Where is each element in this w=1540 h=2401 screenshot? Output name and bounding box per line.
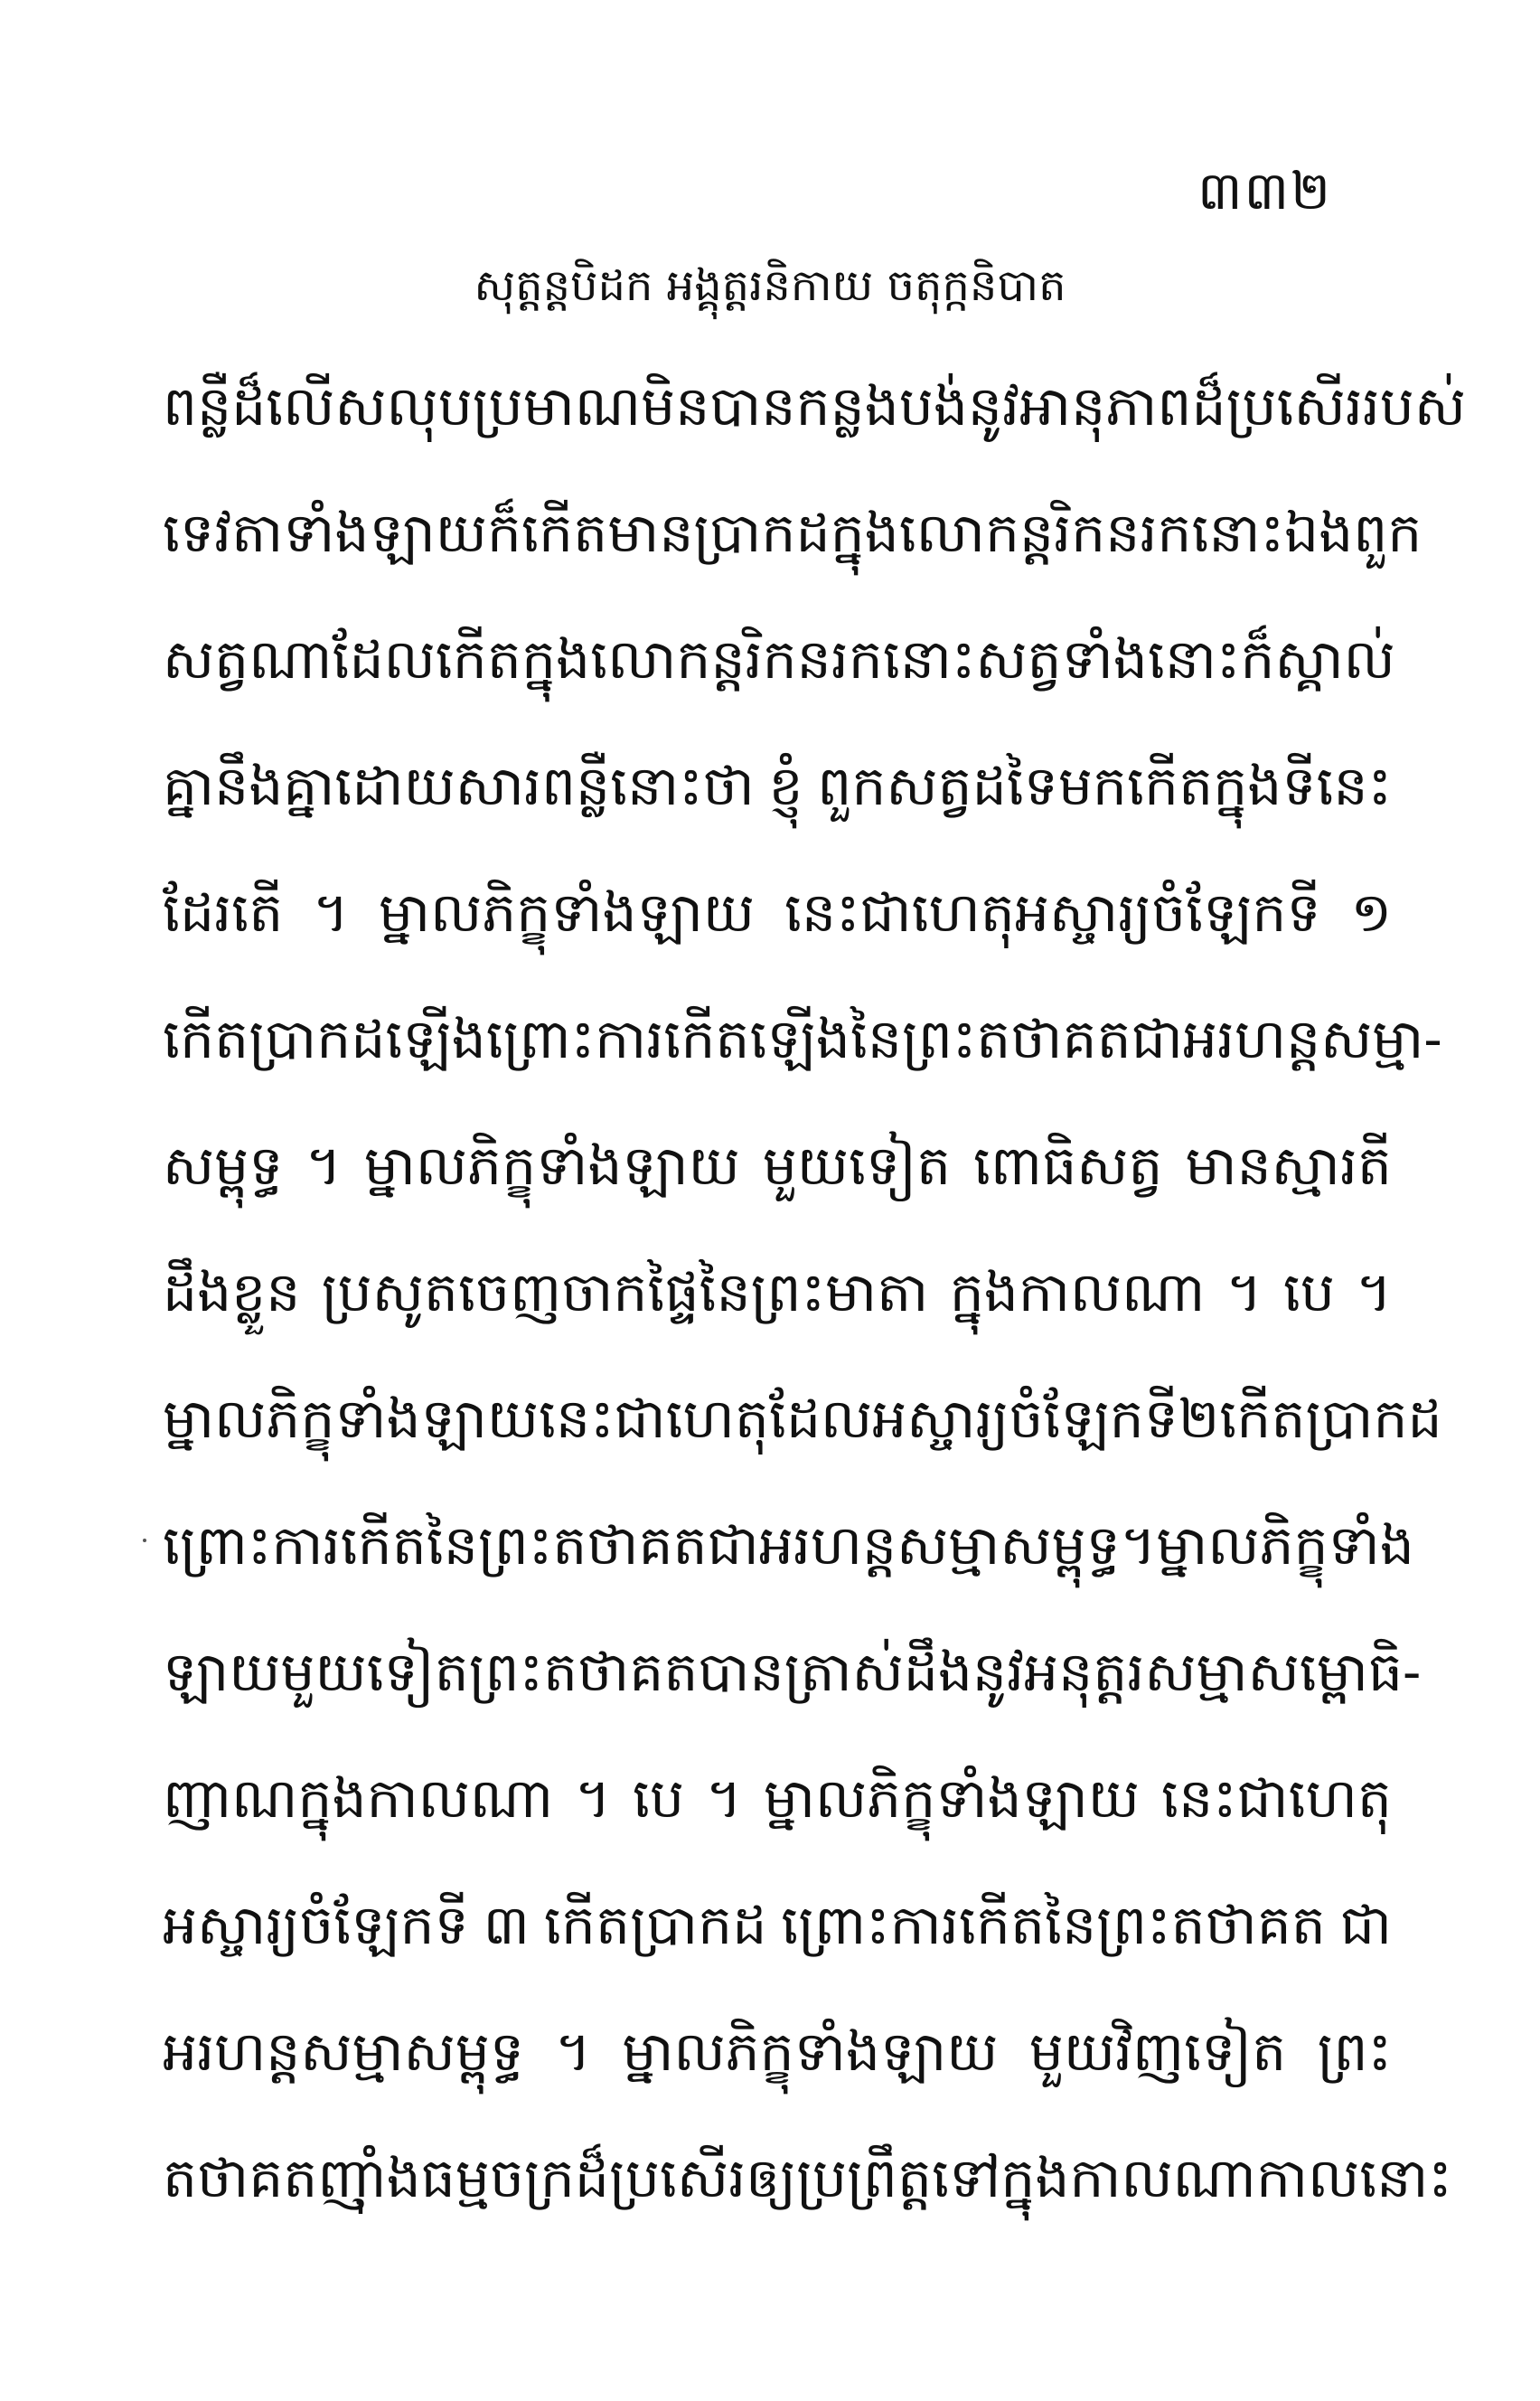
word: មានស្មារតី — [1185, 1135, 1392, 1198]
word: កាលនោះ — [1255, 2147, 1452, 2210]
text-line-8 — [163, 1229, 1392, 1356]
word: អរហន្តសម្មាសម្ពុទ្ធ — [163, 2020, 524, 2084]
text-line-6 — [163, 976, 1442, 1103]
word: ។ — [555, 2020, 591, 2084]
word: សត្វទាំងនោះ — [975, 628, 1241, 692]
word: ជា — [1339, 1894, 1392, 1957]
word: ប្រសូតចេញចាកផ្ទៃនៃព្រះមាតា — [321, 1261, 929, 1324]
text-line-2 — [163, 470, 1423, 597]
word: ពួក — [1353, 502, 1423, 565]
word: ។ — [305, 1135, 342, 1198]
word: កើតប្រាកដ — [543, 1894, 767, 1957]
text-line-7 — [163, 1103, 1392, 1229]
word: ក៏ស្គាល់ — [1240, 628, 1395, 692]
word: ម្នាលភិក្ខុទាំងឡាយ — [163, 1388, 540, 1451]
text-line-9 — [163, 1356, 1442, 1483]
text-line-13 — [163, 1862, 1392, 1989]
word: តថាគត — [163, 2147, 318, 2210]
word: ញាណក្នុងកាលណា — [163, 1767, 554, 1831]
word: ព្រះតថាគត — [468, 1641, 699, 1704]
word: ពន្លឺដ៏លើសលុបប្រមាណមិនបាន — [163, 375, 796, 438]
word: ក៏កើតមានប្រាកដ — [486, 502, 831, 565]
text-line-12 — [163, 1736, 1392, 1862]
word: បេ — [632, 1767, 685, 1831]
word: ដែរតើ — [163, 881, 284, 945]
word: ម្នាលភិក្ខុទាំង — [1156, 1514, 1414, 1577]
text-line-5 — [163, 850, 1392, 976]
word: មួយទៀត — [280, 1641, 469, 1704]
word: ព្រះ — [1317, 2020, 1392, 2084]
text-line-15 — [163, 2115, 1452, 2242]
word: ព្រោះការកើតនៃព្រះតថាគត — [781, 1894, 1326, 1957]
word: សម្ពុទ្ធ — [163, 1135, 284, 1198]
text-line-1 — [163, 344, 1467, 470]
scan-speck — [143, 1539, 146, 1542]
word: ញ៉ាំងធម្មចក្រដ៏ប្រសើរឲ្យប្រព្រឹត្តទៅក្នុងកាលណា — [317, 2147, 1256, 2210]
body-text — [163, 344, 1467, 2242]
word: ជាអរហន្តសម្មាសម្ពុទ្ធ — [707, 1514, 1121, 1577]
word: ។ — [706, 1767, 742, 1831]
word: នេះជាហេតុអស្ចារ្យចំឡែកទី — [784, 881, 1321, 945]
word: នេះជាហេតុដែលអស្ចារ្យចំឡែកទី — [539, 1388, 1178, 1451]
word: ម្នាលភិក្ខុទាំងឡាយ — [363, 1135, 740, 1198]
word: ៣ — [483, 1894, 530, 1957]
word: ១ — [1350, 881, 1392, 945]
word: ម្នាលភិក្ខុទាំងឡាយ — [378, 881, 755, 945]
word: បានត្រាស់ដឹងនូវអនុត្តរសម្មាសម្ពោធិ- — [698, 1641, 1422, 1704]
word: ។ — [575, 1767, 611, 1831]
word: ។ — [1120, 1514, 1157, 1577]
word: ក្នុងលោកន្តរិកនរកនោះឯង — [830, 502, 1354, 565]
word: ពោធិសត្វ — [973, 1135, 1163, 1198]
word: ម្នាលភិក្ខុទាំងឡាយ — [622, 2020, 999, 2084]
word: មួយទៀត — [762, 1135, 952, 1198]
word: ជាអរហន្តសម្មា- — [1131, 1008, 1442, 1071]
word: ព្រោះការកើតនៃព្រះតថាគត — [163, 1514, 708, 1577]
running-header: សុត្តន្តបិដក អង្គុត្តរនិកាយ ចតុក្កនិបាត — [474, 260, 1066, 311]
word: ឡាយ — [163, 1641, 281, 1704]
page-number: ៣៣២ — [1197, 160, 1332, 221]
word: ទេវតាទាំងឡាយ — [163, 502, 487, 565]
word: កើតប្រាកដឡើង — [163, 1008, 486, 1071]
text-line-3 — [163, 597, 1395, 723]
word: សត្វណា — [163, 628, 333, 692]
word: កន្លងបង់នូវអានុភាពដ៏ប្រសើររបស់ — [795, 375, 1467, 438]
word: ។ — [313, 881, 349, 945]
text-line-14 — [163, 1989, 1392, 2115]
word: ២ — [1178, 1388, 1220, 1451]
text-line-10 — [163, 1483, 1414, 1609]
word: បេ — [1282, 1261, 1335, 1324]
word: នេះជាហេតុ — [1161, 1767, 1392, 1831]
text-line-4 — [163, 723, 1392, 850]
word: កើតប្រាកដ — [1219, 1388, 1442, 1451]
word: ម្នាលភិក្ខុទាំងឡាយ — [763, 1767, 1140, 1831]
word: ពួកសត្វដទៃមកកើតក្នុងទីនេះ — [817, 755, 1392, 818]
word: ព្រោះការកើតឡើងនៃព្រះតថាគត — [485, 1008, 1132, 1071]
word: ដឹងខ្លួន — [163, 1261, 301, 1324]
word: ខ្ញុំ — [768, 755, 803, 818]
word: គ្នានឹងគ្នាដោយសារពន្លឺនោះថា — [163, 755, 755, 818]
text-line-11 — [163, 1609, 1422, 1736]
word: ដែលកើតក្នុងលោកន្តរិកនរកនោះ — [332, 628, 976, 692]
word: អស្ចារ្យចំឡែកទី — [163, 1894, 469, 1957]
word: ក្នុងកាលណា — [949, 1261, 1206, 1324]
word: ។ — [1225, 1261, 1263, 1324]
word: មួយវិញទៀត — [1028, 2020, 1287, 2084]
word: ។ — [1356, 1261, 1392, 1324]
